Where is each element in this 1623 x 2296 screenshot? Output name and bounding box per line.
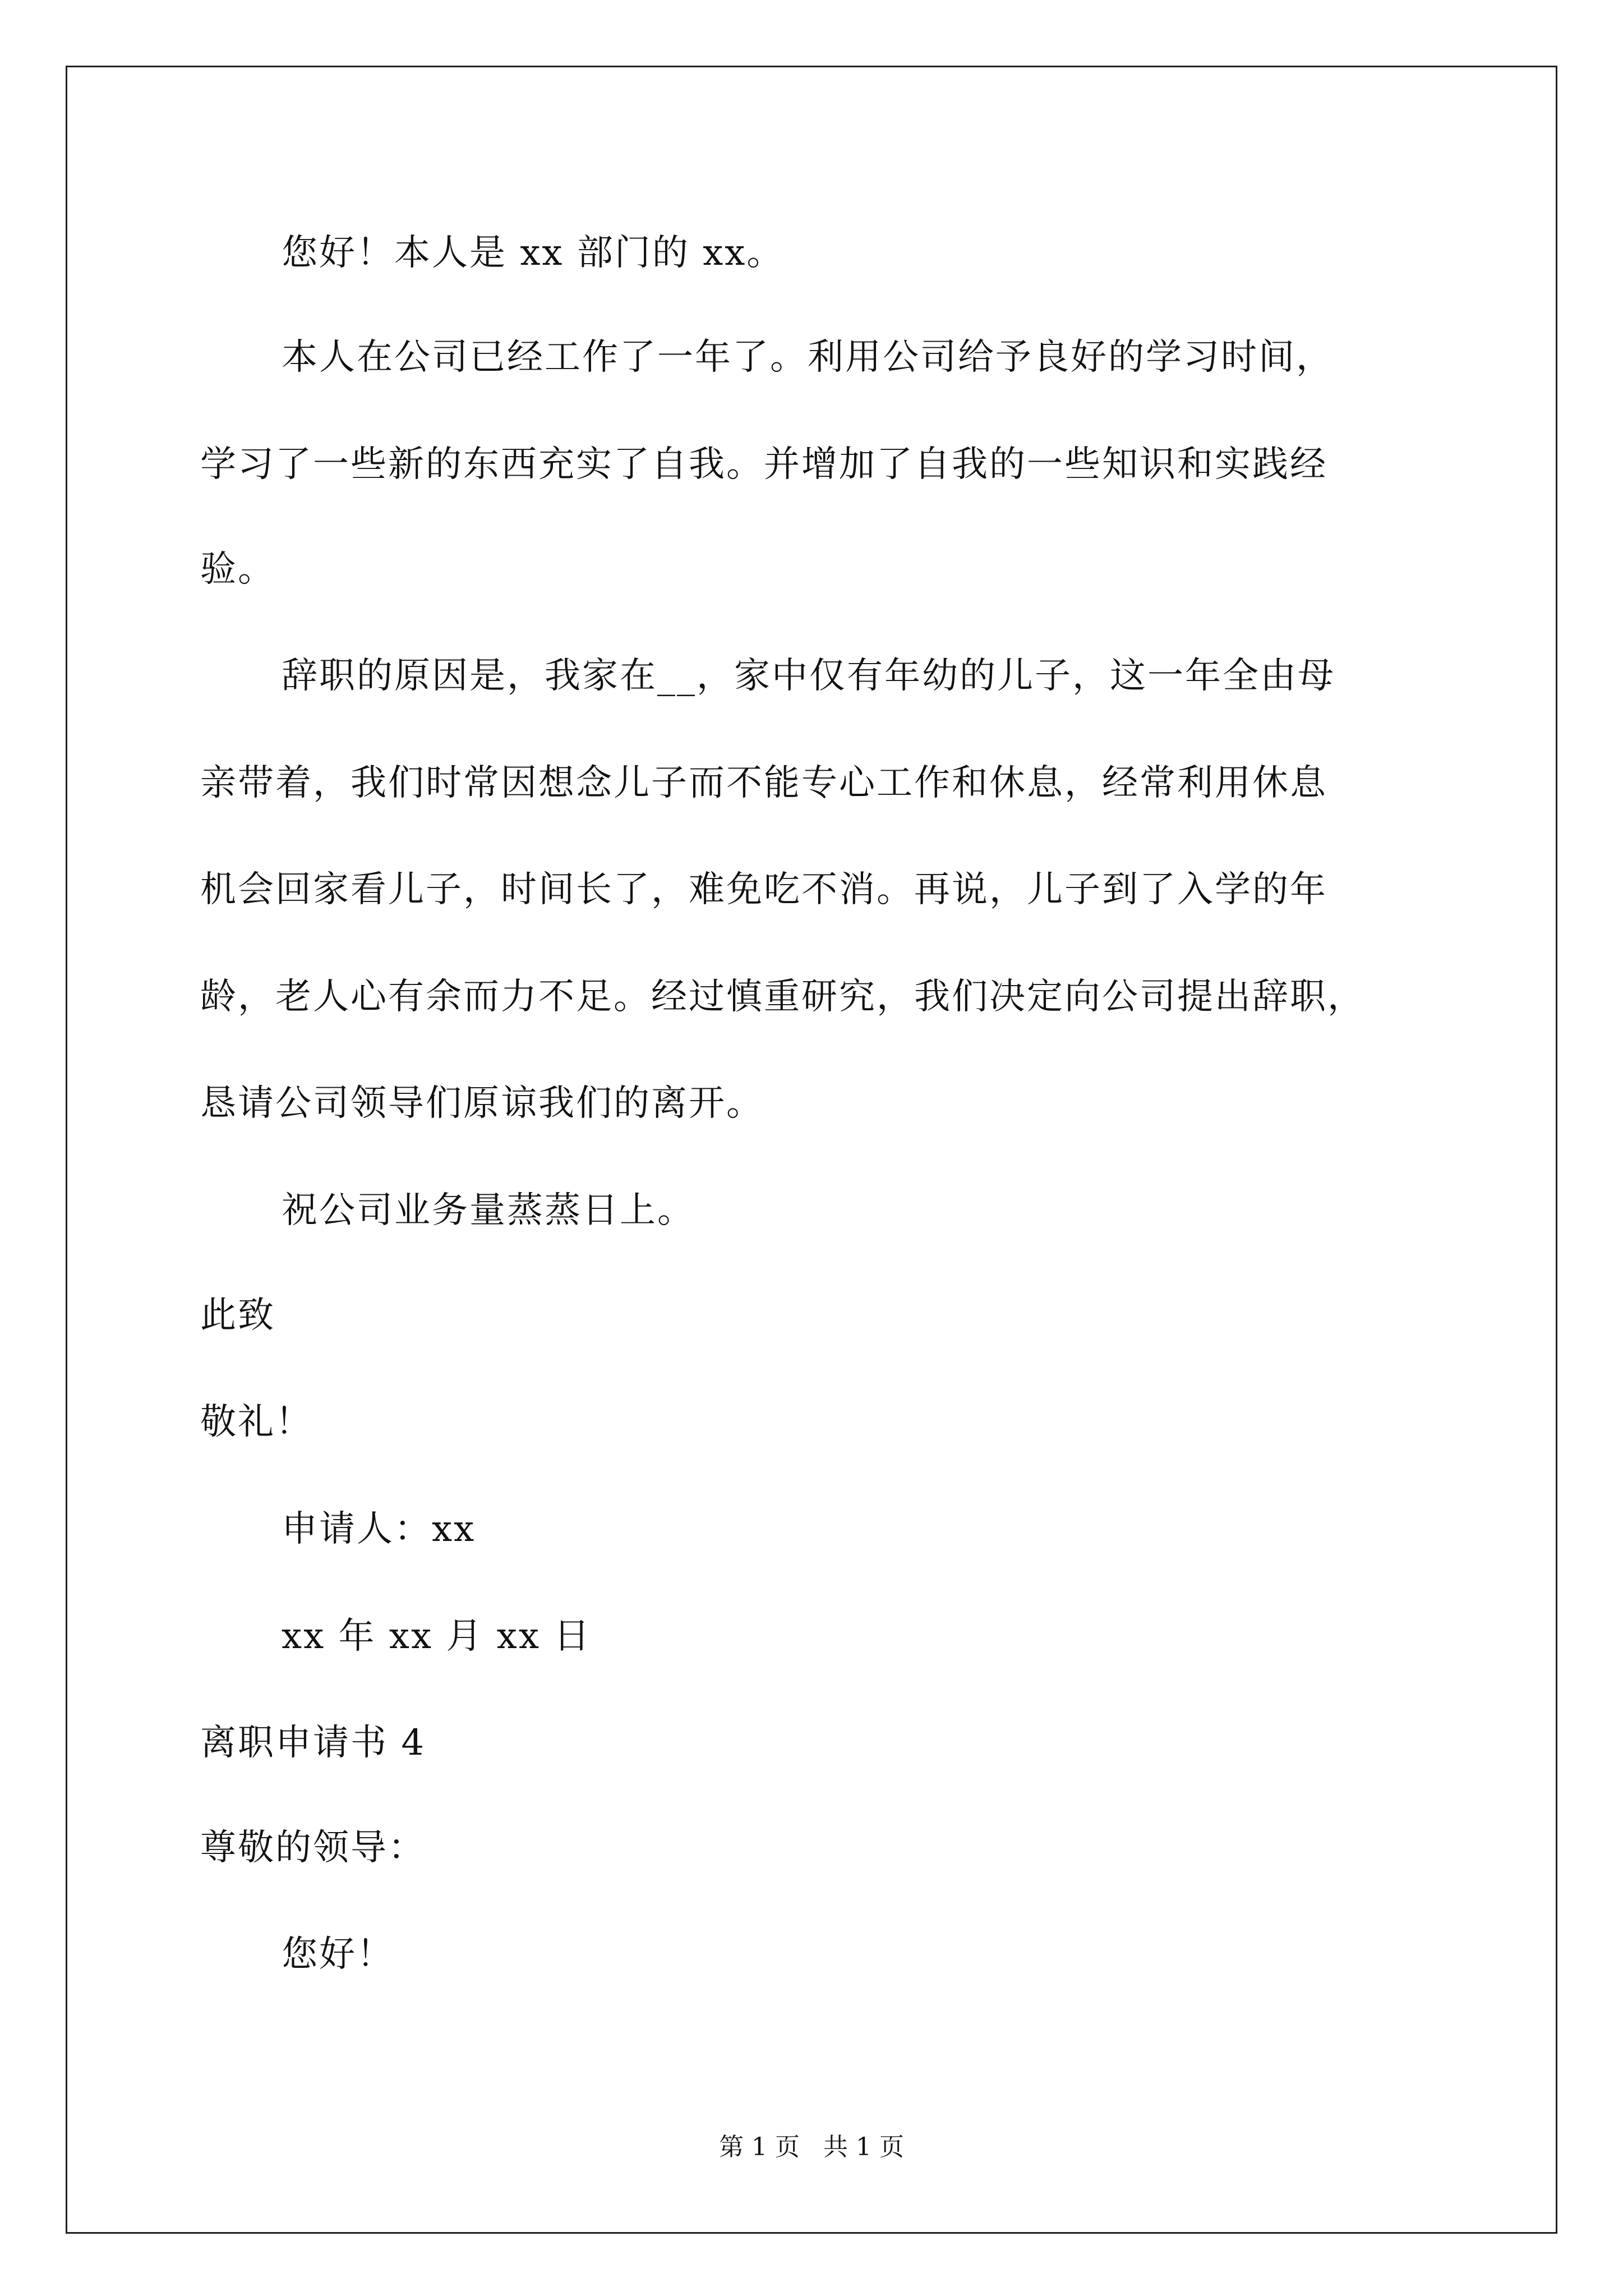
section-title: 离职申请书 4 — [200, 1722, 426, 1764]
paragraph-2-line-3: 机会回家看儿子，时间长了，难免吃不消。再说，儿子到了入学的年 — [200, 869, 1327, 910]
paragraph-2-line-4: 龄，老人心有余而力不足。经过慎重研究，我们决定向公司提出辞职， — [200, 976, 1365, 1018]
page-border — [66, 66, 1557, 2234]
salutation-line: 尊敬的领导： — [200, 1827, 426, 1869]
paragraph-2-line-2: 亲带着，我们时常因想念儿子而不能专心工作和休息，经常利用休息 — [200, 762, 1327, 804]
wishes-line: 祝公司业务量蒸蒸日上。 — [282, 1190, 695, 1231]
paragraph-2-line-5: 恳请公司领导们原谅我们的离开。 — [200, 1083, 764, 1124]
paragraph-2-line-1: 辞职的原因是，我家在__，家中仅有年幼的儿子，这一年全由母 — [282, 655, 1335, 697]
paragraph-1-line-3: 验。 — [200, 549, 275, 590]
applicant-line: 申请人：xx — [282, 1508, 476, 1550]
date-line: xx 年 xx 月 xx 日 — [282, 1616, 592, 1657]
closing-line-1: 此致 — [200, 1295, 275, 1336]
paragraph-1-line-1: 本人在公司已经工作了一年了。利用公司给予良好的学习时间， — [282, 337, 1334, 378]
closing-line-2: 敬礼！ — [200, 1401, 313, 1443]
paragraph-1-line-2: 学习了一些新的东西充实了自我。并增加了自我的一些知识和实践经 — [200, 444, 1327, 485]
page-footer: 第 1 页 共 1 页 — [719, 2133, 904, 2161]
greeting-line: 您好！本人是 xx 部门的 xx。 — [282, 232, 785, 274]
greeting-line-2: 您好！ — [282, 1934, 394, 1975]
